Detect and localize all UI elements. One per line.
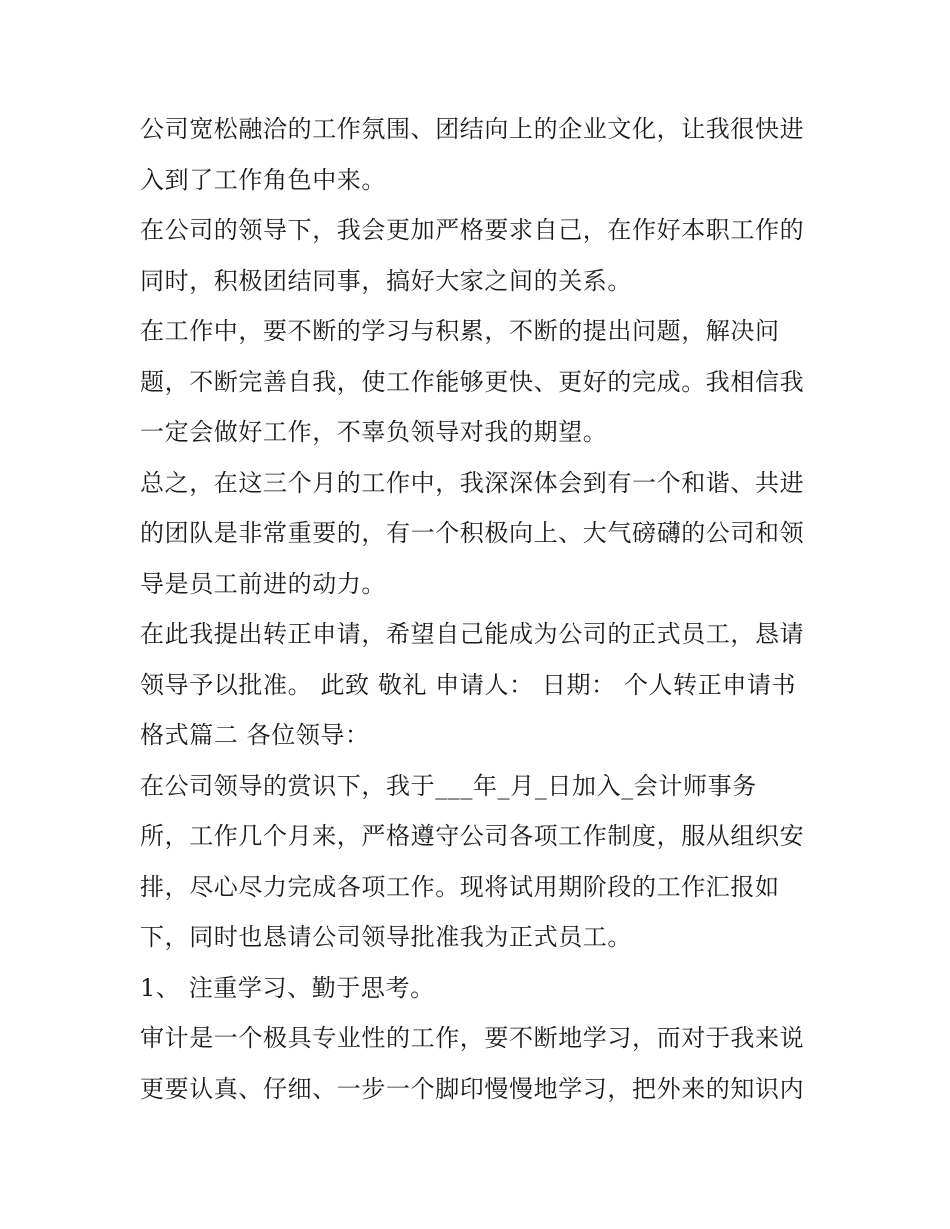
text-line: 排，尽心尽力完成各项工作。现将试用期阶段的工作汇报如 (140, 872, 780, 901)
text-line: 公司宽松融洽的工作氛围、团结向上的企业文化，让我很快进 (140, 115, 805, 143)
text-line: 一定会做好工作，不辜负领导对我的期望。 (140, 418, 608, 446)
body-text (140, 104, 820, 1114)
text-line: 题，不断完善自我，使工作能够更快、更好的完成。我相信我 (140, 367, 805, 396)
text-line: 审计是一个极具专业性的工作，要不断地学习，而对于我来说 (140, 1024, 805, 1052)
text-line: 在此我提出转正申请，希望自己能成为公司的正式员工，恳请 (140, 620, 805, 648)
text-line: 在公司领导的赏识下，我于___年_月_日加入_会计师事务 (140, 771, 757, 800)
text-line: 导是员工前进的动力。 (140, 569, 386, 598)
text-line: 在公司的领导下，我会更加严格要求自己，在作好本职工作的 (140, 216, 805, 244)
text-line: 的团队是非常重要的，有一个积极向上、大气磅礴的公司和领 (140, 519, 805, 547)
text-line: 在工作中，要不断的学习与积累，不断的提出问题，解决问 (140, 317, 780, 345)
text-line: 领导予以批准。 此致 敬礼 申请人： 日期： 个人转正申请书 (140, 670, 797, 699)
text-line: 下，同时也恳请公司领导批准我为正式员工。 (140, 923, 632, 951)
text-line: 所，工作几个月来，严格遵守公司各项工作制度，服从组织安 (140, 822, 805, 850)
text-line: 更要认真、仔细、一步一个脚印慢慢地学习，把外来的知识内 (140, 1074, 805, 1103)
text-line: 同时，积极团结同事，搞好大家之间的关系。 (140, 266, 632, 295)
text-line: 格式篇二 各位领导： (140, 721, 370, 749)
text-line: 总之，在这三个月的工作中，我深深体会到有一个和谐、共进 (140, 468, 805, 497)
text-line: 1、 注重学习、勤于思考。 (140, 973, 435, 1002)
text-line: 入到了工作角色中来。 (140, 165, 386, 194)
